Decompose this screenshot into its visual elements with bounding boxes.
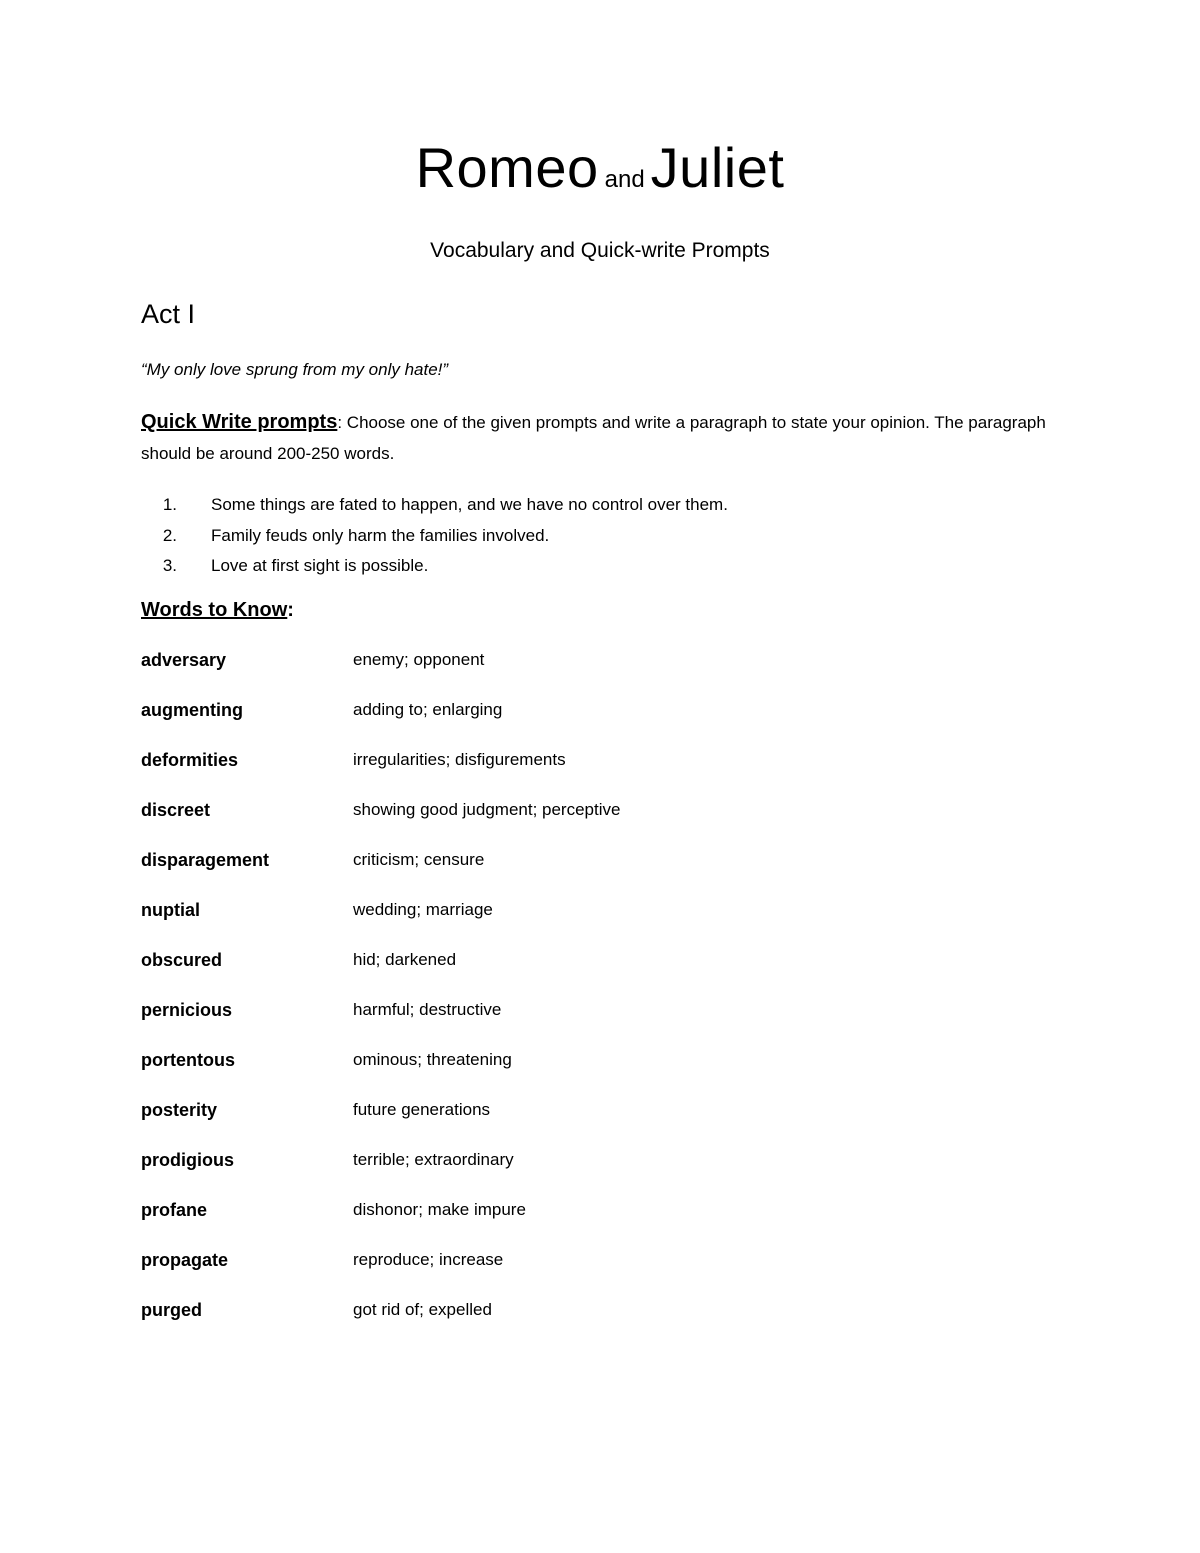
vocab-term: profane [141, 1200, 208, 1220]
vocab-row [141, 1100, 941, 1150]
vocab-definition: got rid of; expelled [353, 1300, 492, 1319]
words-to-know-heading [141, 598, 294, 622]
vocab-definition: showing good judgment; perceptive [353, 800, 621, 819]
vocab-row [141, 1150, 941, 1200]
prompt-text: Some things are fated to happen, and we have no control over them. [211, 495, 728, 514]
vocab-row [141, 800, 941, 850]
vocab-row [141, 1300, 941, 1350]
vocab-term: nuptial [141, 900, 200, 920]
vocab-definition: harmful; destructive [353, 1000, 502, 1019]
vocab-definition: reproduce; increase [353, 1250, 504, 1269]
prompt-number: 1. [162, 495, 177, 514]
vocab-definition: wedding; marriage [353, 900, 493, 919]
vocab-term: prodigious [141, 1150, 234, 1170]
vocab-term: adversary [141, 650, 227, 670]
prompt-list [141, 490, 728, 582]
vocab-row [141, 750, 941, 800]
vocab-row [141, 900, 941, 950]
vocabulary-list [141, 650, 941, 1350]
vocab-term: posterity [141, 1100, 218, 1120]
vocab-row [141, 950, 941, 1000]
prompt-number: 3. [162, 556, 177, 575]
document-subtitle: Vocabulary and Quick-write Prompts [430, 239, 770, 262]
quote: “My only love sprung from my only hate!” [141, 360, 449, 379]
vocab-term: augmenting [141, 700, 243, 720]
document-title [0, 136, 1200, 199]
vocab-row [141, 850, 941, 900]
vocab-definition: ominous; threatening [353, 1050, 512, 1069]
vocab-definition: adding to; enlarging [353, 700, 503, 719]
words-to-know-heading-colon: : [287, 599, 294, 621]
quick-write-heading: Quick Write prompts [141, 411, 338, 433]
vocab-row [141, 700, 941, 750]
vocab-row [141, 1000, 941, 1050]
vocab-definition: terrible; extraordinary [353, 1150, 514, 1169]
vocab-term: portentous [141, 1050, 235, 1070]
title-connector: and [604, 166, 645, 193]
vocab-term: pernicious [141, 1000, 233, 1020]
vocab-definition: criticism; censure [353, 850, 485, 869]
vocab-term: propagate [141, 1250, 229, 1270]
quick-write-heading-colon: : [337, 413, 343, 432]
prompt-item [141, 551, 728, 582]
title-juliet: Juliet [650, 136, 785, 199]
vocab-definition: irregularities; disfigurements [353, 750, 566, 769]
prompt-item [141, 490, 728, 521]
vocab-definition: future generations [353, 1100, 491, 1119]
vocab-row [141, 650, 941, 700]
vocab-definition: dishonor; make impure [353, 1200, 526, 1219]
quick-write-instructions: Choose one of the given prompts and write a paragraph to state your opinion. The paragraph should be around 200-250 words. [141, 413, 1046, 463]
vocab-definition: enemy; opponent [353, 650, 485, 669]
prompt-number: 2. [162, 525, 177, 545]
prompt-item [141, 521, 728, 552]
vocab-row [141, 1250, 941, 1300]
prompt-text: Love at first sight is possible. [211, 556, 429, 575]
vocab-term: purged [141, 1300, 202, 1320]
quick-write-intro [141, 407, 1061, 469]
vocab-term: disparagement [141, 850, 270, 870]
vocab-row [141, 1050, 941, 1100]
vocab-term: discreet [141, 800, 211, 820]
vocab-term: obscured [141, 950, 223, 970]
act-heading: Act I [141, 299, 196, 329]
vocab-definition: hid; darkened [353, 950, 457, 969]
vocab-term: deformities [141, 750, 239, 770]
prompt-text: Family feuds only harm the families involved. [211, 525, 550, 545]
words-to-know-heading-text: Words to Know [141, 599, 288, 621]
title-romeo: Romeo [415, 136, 599, 199]
vocab-row [141, 1200, 941, 1250]
